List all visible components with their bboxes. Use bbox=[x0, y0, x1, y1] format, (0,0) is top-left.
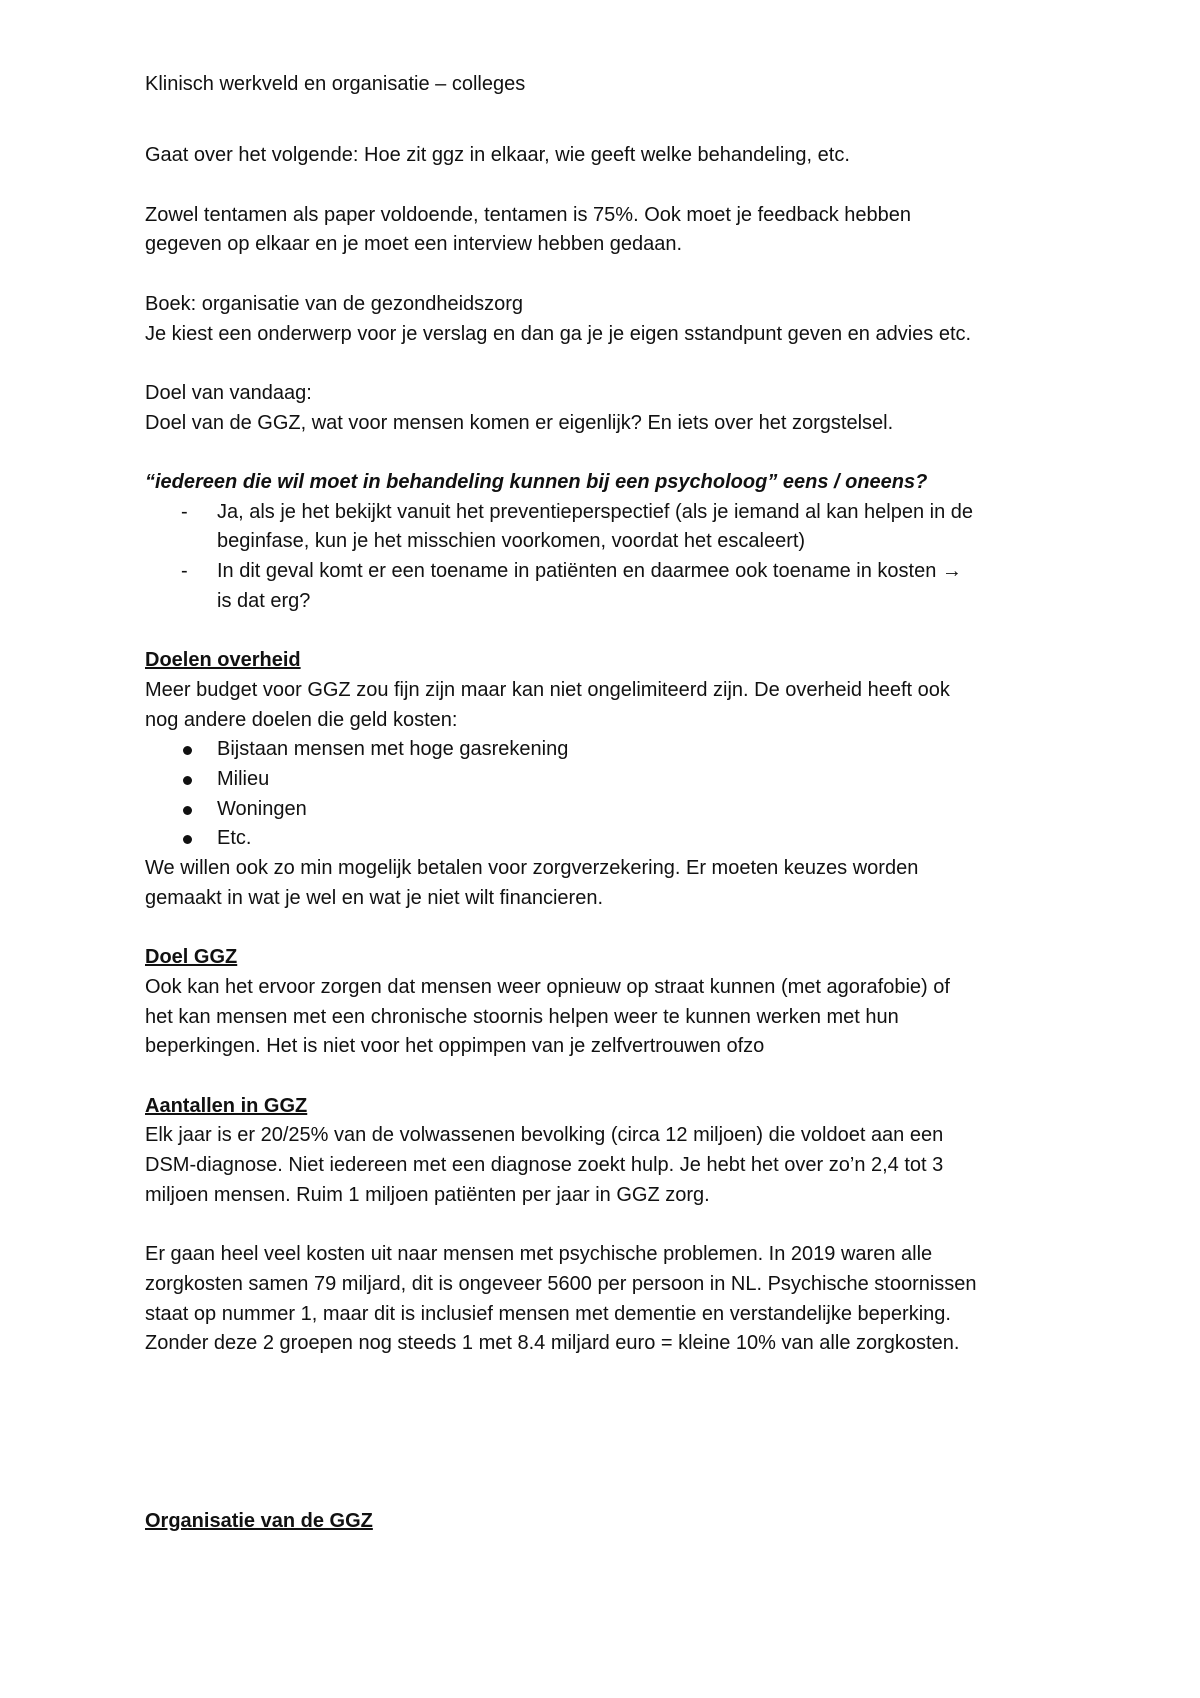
text-line: nog andere doelen die geld kosten: bbox=[145, 708, 458, 731]
book-paragraph bbox=[145, 290, 1085, 349]
spacer bbox=[145, 438, 1085, 468]
list-item bbox=[145, 765, 1085, 795]
spacer bbox=[145, 914, 1085, 944]
section-heading: Doelen overheid bbox=[145, 649, 301, 672]
text-line: We willen ook zo min mogelijk betalen voor zorgverzekering. Er moeten keuzes worden bbox=[145, 857, 919, 880]
text-line: staat op nummer 1, maar dit is inclusief mensen met dementie en verstandelijke beperking. bbox=[145, 1302, 951, 1325]
statement-list bbox=[145, 498, 1085, 617]
text-line: beperkingen. Het is niet voor het oppimpen van je zelfvertrouwen ofzo bbox=[145, 1035, 765, 1058]
text-line: Zowel tentamen als paper voldoende, tentamen is 75%. Ook moet je feedback hebben bbox=[145, 203, 912, 226]
text-line: Doel van de GGZ, wat voor mensen komen er eigenlijk? En iets over het zorgstelsel. bbox=[145, 411, 894, 434]
text-line: Ja, als je het bekijkt vanuit het preventieperspectief (als je iemand al kan helpen in de bbox=[217, 500, 974, 523]
numbers-section bbox=[145, 1092, 1085, 1359]
list-item bbox=[145, 735, 1085, 765]
list-item bbox=[145, 795, 1085, 825]
list-item bbox=[145, 824, 1085, 854]
spacer bbox=[145, 617, 1085, 647]
text-line: Zonder deze 2 groepen nog steeds 1 met 8.4 miljard euro = kleine 10% van alle zorgkosten. bbox=[145, 1332, 960, 1355]
text-line: miljoen mensen. Ruim 1 miljoen patiënten per jaar in GGZ zorg. bbox=[145, 1183, 710, 1206]
bullet-text: Bijstaan mensen met hoge gasrekening bbox=[217, 738, 569, 761]
statement-quote: “iedereen die wil moet in behandeling kunnen bij een psycholoog” eens / oneens? bbox=[145, 471, 928, 494]
goal-today-paragraph bbox=[145, 379, 1085, 438]
list-item bbox=[145, 557, 1085, 616]
spacer bbox=[145, 171, 1085, 201]
dash-marker: - bbox=[181, 560, 188, 583]
spacer bbox=[145, 1359, 1085, 1507]
bullet-icon bbox=[183, 746, 192, 755]
spacer bbox=[145, 100, 1085, 130]
government-section bbox=[145, 646, 1085, 913]
text-line: beginfase, kun je het misschien voorkomen, voordat het escaleert) bbox=[217, 530, 806, 553]
bullet-icon bbox=[183, 835, 192, 844]
section-heading: Doel GGZ bbox=[145, 946, 238, 969]
document-title: Klinisch werkveld en organisatie – colleges bbox=[145, 73, 526, 95]
spacer bbox=[145, 129, 1085, 141]
bullet-icon bbox=[183, 806, 192, 815]
spacer bbox=[145, 349, 1085, 379]
bullet-icon bbox=[183, 776, 192, 785]
section-heading: Organisatie van de GGZ bbox=[145, 1510, 373, 1533]
text-line: zorgkosten samen 79 miljard, dit is ongeveer 5600 per persoon in NL. Psychische stoornissen bbox=[145, 1272, 977, 1295]
text-line: Doel van vandaag: bbox=[145, 381, 312, 404]
bullet-text: Etc. bbox=[217, 827, 252, 850]
text-line: In dit geval komt er een toename in patiënten en daarmee ook toename in kosten → bbox=[217, 560, 962, 583]
statement-section bbox=[145, 468, 1085, 617]
text-line: gegeven op elkaar en je moet een interview hebben gedaan. bbox=[145, 233, 683, 256]
bullet-text: Woningen bbox=[217, 797, 307, 820]
spacer bbox=[145, 260, 1085, 290]
exam-paragraph bbox=[145, 201, 1085, 260]
ggz-goal-section bbox=[145, 943, 1085, 1062]
text-line: Ook kan het ervoor zorgen dat mensen weer opnieuw op straat kunnen (met agorafobie) of bbox=[145, 975, 950, 998]
text-line: Elk jaar is er 20/25% van de volwassenen bevolking (circa 12 miljoen) die voldoet aan een bbox=[145, 1124, 944, 1147]
dash-marker: - bbox=[181, 500, 188, 523]
text-line: Er gaan heel veel kosten uit naar mensen met psychische problemen. In 2019 waren alle bbox=[145, 1243, 933, 1266]
section-heading: Aantallen in GGZ bbox=[145, 1094, 308, 1117]
intro-paragraph: Gaat over het volgende: Hoe zit ggz in elkaar, wie geeft welke behandeling, etc. bbox=[145, 144, 850, 167]
spacer bbox=[145, 1211, 1085, 1241]
text-line: het kan mensen met een chronische stoornis helpen weer te kunnen werken met hun bbox=[145, 1005, 899, 1028]
text-line: is dat erg? bbox=[217, 589, 311, 612]
spacer bbox=[145, 1062, 1085, 1092]
document-page bbox=[145, 70, 1085, 1537]
text-line: gemaakt in wat je wel en wat je niet wilt financieren. bbox=[145, 886, 604, 909]
list-item bbox=[145, 498, 1085, 557]
bullet-text: Milieu bbox=[217, 768, 270, 791]
government-bullet-list bbox=[145, 735, 1085, 854]
text-line: DSM-diagnose. Niet iedereen met een diagnose zoekt hulp. Je hebt het over zo’n 2,4 tot 3 bbox=[145, 1154, 944, 1177]
text-line: Boek: organisatie van de gezondheidszorg bbox=[145, 292, 524, 315]
text-line: Je kiest een onderwerp voor je verslag en dan ga je je eigen sstandpunt geven en advies etc. bbox=[145, 322, 972, 345]
text-line: Meer budget voor GGZ zou fijn zijn maar kan niet ongelimiteerd zijn. De overheid heeft ook bbox=[145, 678, 950, 701]
